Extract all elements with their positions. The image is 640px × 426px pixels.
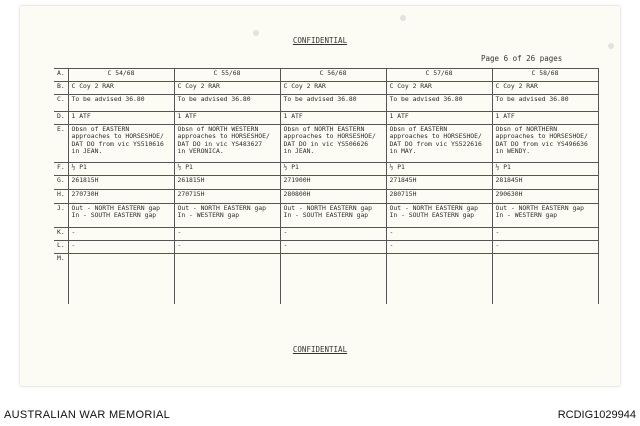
table-cell: 271845H (386, 176, 492, 190)
table-cell (280, 254, 386, 304)
table-cell: To be advised 36.80 (280, 95, 386, 112)
classification-footer: CONFIDENTIAL (292, 345, 348, 354)
page-number: Page 6 of 26 pages (481, 54, 563, 63)
table-cell: To be advised 36.80 (68, 95, 174, 112)
table-cell: - (492, 228, 598, 241)
table-cell: Obsn of EASTERN approaches to HORSESHOE/ DAT DO from vic YS522616 in MAY. (386, 125, 492, 163)
table-cell: Out - NORTH EASTERN gap In - SOUTH EASTERN gap (68, 204, 174, 228)
table-cell: C 58/68 (492, 69, 598, 82)
classification-header: CONFIDENTIAL (292, 36, 348, 45)
table-cell: Obsn of NORTH EASTERN approaches to HORSESHOE/ DAT DO in vic YS506626 in JEAN. (280, 125, 386, 163)
table-row (54, 254, 598, 304)
table-row (54, 95, 598, 112)
table-cell: 290630H (492, 190, 598, 204)
table-cell: C Coy 2 RAR (174, 82, 280, 95)
table-cell: - (280, 241, 386, 254)
row-label: B. (54, 82, 68, 95)
archive-name: AUSTRALIAN WAR MEMORIAL (4, 409, 171, 421)
table-cell: 1 ATF (386, 112, 492, 125)
table-cell: ½ P1 (386, 163, 492, 176)
archive-credit-bar (0, 408, 640, 426)
table-cell: C 57/68 (386, 69, 492, 82)
row-label: C. (54, 95, 68, 112)
row-label: K. (54, 228, 68, 241)
table-row (54, 125, 598, 163)
table-cell: 280715H (386, 190, 492, 204)
table-cell: Out - NORTH EASTERN gap In - SOUTH EASTERN gap (386, 204, 492, 228)
table-cell: C Coy 2 RAR (280, 82, 386, 95)
table-cell: 1 ATF (492, 112, 598, 125)
table-cell: 270730H (68, 190, 174, 204)
table-cell: C 56/68 (280, 69, 386, 82)
table-cell: 1 ATF (174, 112, 280, 125)
table-cell: To be advised 36.80 (386, 95, 492, 112)
table-row (54, 69, 598, 82)
table-cell: Out - NORTH EASTERN gap In - WESTERN gap (174, 204, 280, 228)
table-cell (174, 254, 280, 304)
row-label: L. (54, 241, 68, 254)
table-cell: C Coy 2 RAR (386, 82, 492, 95)
row-label: D. (54, 112, 68, 125)
table-cell: - (68, 228, 174, 241)
table-cell: C Coy 2 RAR (492, 82, 598, 95)
table-cell (386, 254, 492, 304)
table-row (54, 190, 598, 204)
table-cell: 1 ATF (68, 112, 174, 125)
table-cell: - (174, 241, 280, 254)
table-cell: 271900H (280, 176, 386, 190)
row-label: F. (54, 163, 68, 176)
table-row (54, 228, 598, 241)
table-cell (68, 254, 174, 304)
table-cell: 1 ATF (280, 112, 386, 125)
table-cell: - (492, 241, 598, 254)
table-cell: ½ P1 (68, 163, 174, 176)
table-cell: Obsn of NORTH WESTERN approaches to HORSESHOE/ DAT DO in vic YS483627 in VERONICA. (174, 125, 280, 163)
row-label: G. (54, 176, 68, 190)
row-label: E. (54, 125, 68, 163)
table-cell: 261815H (174, 176, 280, 190)
archive-reference: RCDIG1029944 (557, 409, 636, 421)
table-cell: Obsn of NORTHERN approaches to HORSESHOE/ DAT DO from vic YS496636 in WENDY. (492, 125, 598, 163)
table-cell: C 55/68 (174, 69, 280, 82)
table-cell: ½ P1 (174, 163, 280, 176)
document-page (20, 6, 620, 386)
table-cell: 281845H (492, 176, 598, 190)
table-row (54, 241, 598, 254)
table-cell: To be advised 36.80 (174, 95, 280, 112)
row-label: A. (54, 69, 68, 82)
table-cell: C Coy 2 RAR (68, 82, 174, 95)
table-cell: ½ P1 (492, 163, 598, 176)
table-cell: 270715H (174, 190, 280, 204)
table-row (54, 163, 598, 176)
table-cell: 261815H (68, 176, 174, 190)
table-row (54, 176, 598, 190)
operation-table (54, 68, 599, 304)
table-cell (492, 254, 598, 304)
table-cell: - (386, 241, 492, 254)
table-cell: - (280, 228, 386, 241)
table-row (54, 82, 598, 95)
row-label: M. (54, 254, 68, 304)
table-cell: 280800H (280, 190, 386, 204)
table-cell: To be advised 36.80 (492, 95, 598, 112)
row-label: J. (54, 204, 68, 228)
table-row (54, 204, 598, 228)
punch-hole (400, 15, 406, 21)
table-cell: - (386, 228, 492, 241)
table-cell: Out - NORTH EASTERN gap In - WESTERN gap (492, 204, 598, 228)
table-cell: C 54/68 (68, 69, 174, 82)
table-cell: Out - NORTH EASTERN gap In - SOUTH EASTERN gap (280, 204, 386, 228)
table-row (54, 112, 598, 125)
table-cell: ½ P1 (280, 163, 386, 176)
row-label: H. (54, 190, 68, 204)
table-cell: Obsn of EASTERN approaches to HORSESHOE/ DAT DO from vic YS510616 in JEAN. (68, 125, 174, 163)
table-cell: - (174, 228, 280, 241)
table-cell: - (68, 241, 174, 254)
